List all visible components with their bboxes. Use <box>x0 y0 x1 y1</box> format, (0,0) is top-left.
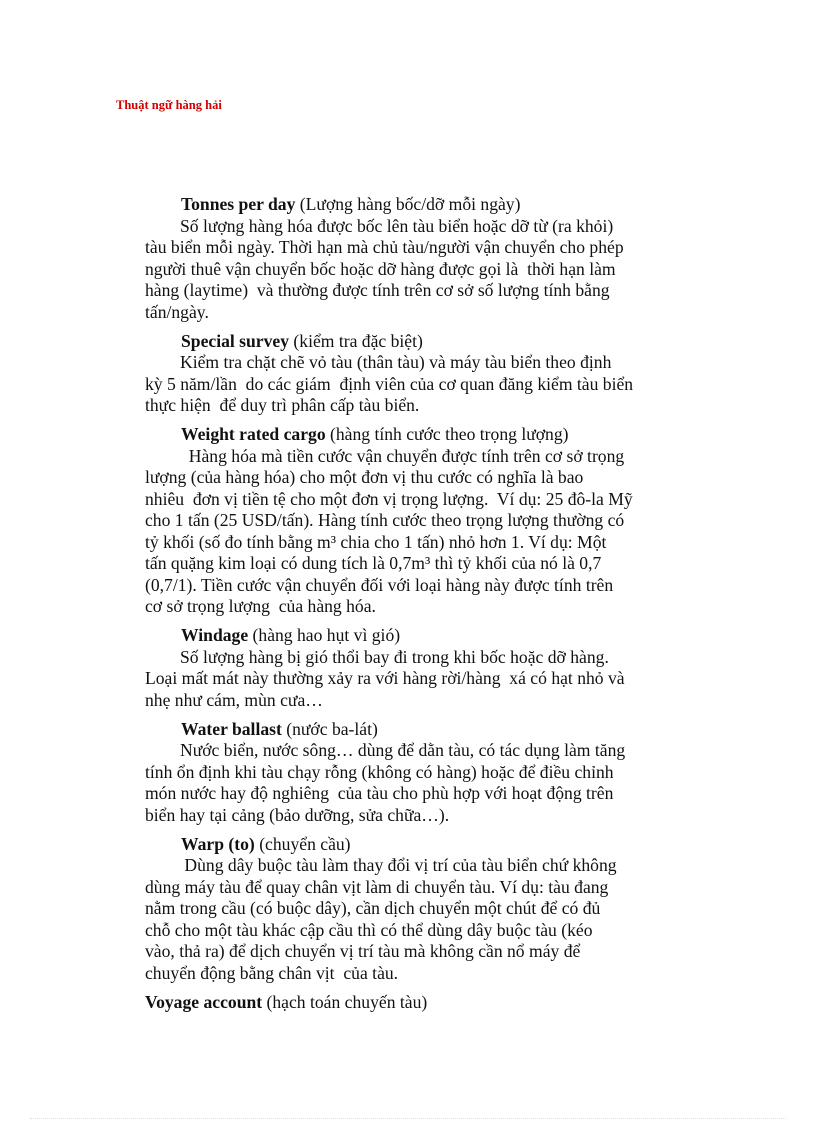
definition-line: tàu biển mỗi ngày. Thời hạn mà chủ tàu/người vận chuyển cho phép <box>145 237 624 257</box>
glossary-entry <box>145 625 705 711</box>
glossary-entry <box>145 424 705 618</box>
definition-line: tấn quặng kim loại có dung tích là 0,7m³ thì tỷ khối của nó là 0,7 <box>145 553 602 573</box>
entry-heading <box>145 834 705 856</box>
glossary-entry <box>145 194 705 323</box>
entry-term: Special survey <box>181 330 290 351</box>
running-header: Thuật ngữ hàng hải <box>116 98 222 112</box>
definition-line: nằm trong cầu (có buộc dây), cần dịch chuyển một chút để có đủ <box>145 898 601 918</box>
glossary-entry <box>145 834 705 985</box>
definition-line: tỷ khối (số đo tính bằng m³ chia cho 1 tấn) nhỏ hơn 1. Ví dụ: Một <box>145 531 607 552</box>
definition-line: người thuê vận chuyển bốc hoặc dỡ hàng được gọi là thời hạn làm <box>145 258 616 279</box>
glossary-body <box>145 194 705 1021</box>
definition-line: lượng (của hàng hóa) cho một đơn vị thu cước có nghĩa là bao <box>145 467 584 487</box>
entry-translation: (hàng hao hụt vì gió) <box>248 625 401 645</box>
definition-line: hàng (laytime) và thường được tính trên cơ sở số lượng tính bằng <box>145 280 610 300</box>
definition-line: chỗ cho một tàu khác cập cầu thì có thể dùng dây buộc tàu (kéo <box>145 919 593 940</box>
entry-heading <box>145 331 705 353</box>
definition-line: cơ sở trọng lượng của hàng hóa. <box>145 596 376 616</box>
definition-line: nhẹ như cám, mùn cưa… <box>145 689 323 710</box>
entry-term: Windage <box>181 625 249 645</box>
entry-heading <box>145 424 705 446</box>
definition-line: Hàng hóa mà tiền cước vận chuyển được tính trên cơ sở trọng <box>180 445 625 466</box>
glossary-entry <box>145 719 705 827</box>
definition-line: Số lượng hàng hóa được bốc lên tàu biển hoặc dỡ từ (ra khỏi) <box>180 215 614 236</box>
definition-line: tấn/ngày. <box>145 301 209 322</box>
definition-line: món nước hay độ nghiêng của tàu cho phù hợp với hoạt động trên <box>145 783 614 803</box>
entry-term: Voyage account <box>145 991 263 1012</box>
page-bottom-rule <box>30 1118 786 1119</box>
entry-heading <box>145 719 705 741</box>
definition-line: vào, thả ra) để dịch chuyển vị trí tàu mà không cần nổ máy để <box>145 941 581 961</box>
definition-line: dùng máy tàu để quay chân vịt làm di chuyển tàu. Ví dụ: tàu đang <box>145 876 609 897</box>
entry-heading <box>145 992 705 1014</box>
definition-line: Dùng dây buộc tàu làm thay đổi vị trí của tàu biển chứ không <box>180 855 617 875</box>
definition-line: Số lượng hàng bị gió thổi bay đi trong khi bốc hoặc dỡ hàng. <box>180 646 609 667</box>
definition-line: cho 1 tấn (25 USD/tấn). Hàng tính cước theo trọng lượng thường có <box>145 510 625 530</box>
glossary-entry <box>145 331 705 417</box>
definition-line: nhiêu đơn vị tiền tệ cho một đơn vị trọng lượng. Ví dụ: 25 đô-la Mỹ <box>145 488 633 509</box>
entry-translation: (hàng tính cước theo trọng lượng) <box>325 424 569 444</box>
entry-term: Warp (to) <box>181 833 255 854</box>
entry-translation: (nước ba-lát) <box>281 718 378 739</box>
definition-line: tính ổn định khi tàu chạy rỗng (không có hàng) hoặc để điều chỉnh <box>145 761 614 782</box>
entry-term: Water ballast <box>181 718 282 739</box>
definition-line: chuyển động bằng chân vịt của tàu. <box>145 962 399 983</box>
entry-translation: (Lượng hàng bốc/dỡ mỗi ngày) <box>295 194 521 214</box>
entry-heading <box>145 625 705 647</box>
definition-line: (0,7/1). Tiền cước vận chuyển đối với loại hàng này được tính trên <box>145 574 614 595</box>
definition-line: Loại mất mát này thường xảy ra với hàng rời/hàng xá có hạt nhỏ và <box>145 668 625 688</box>
entry-term: Weight rated cargo <box>181 424 326 444</box>
entry-translation: (hạch toán chuyến tàu) <box>262 991 428 1012</box>
entry-translation: (kiểm tra đặc biệt) <box>289 330 423 351</box>
entry-translation: (chuyển cầu) <box>254 833 351 854</box>
definition-line: Kiểm tra chặt chẽ vỏ tàu (thân tàu) và máy tàu biển theo định <box>180 352 612 372</box>
definition-line: biển hay tại cảng (bảo dưỡng, sửa chữa…). <box>145 804 450 825</box>
glossary-entry <box>145 992 705 1014</box>
definition-line: kỳ 5 năm/lần do các giám định viên của cơ quan đăng kiểm tàu biển <box>145 373 634 394</box>
entry-heading <box>145 194 705 216</box>
entry-term: Tonnes per day <box>181 194 296 214</box>
definition-line: thực hiện để duy trì phân cấp tàu biển. <box>145 395 420 415</box>
definition-line: Nước biển, nước sông… dùng để dằn tàu, có tác dụng làm tăng <box>180 740 626 760</box>
